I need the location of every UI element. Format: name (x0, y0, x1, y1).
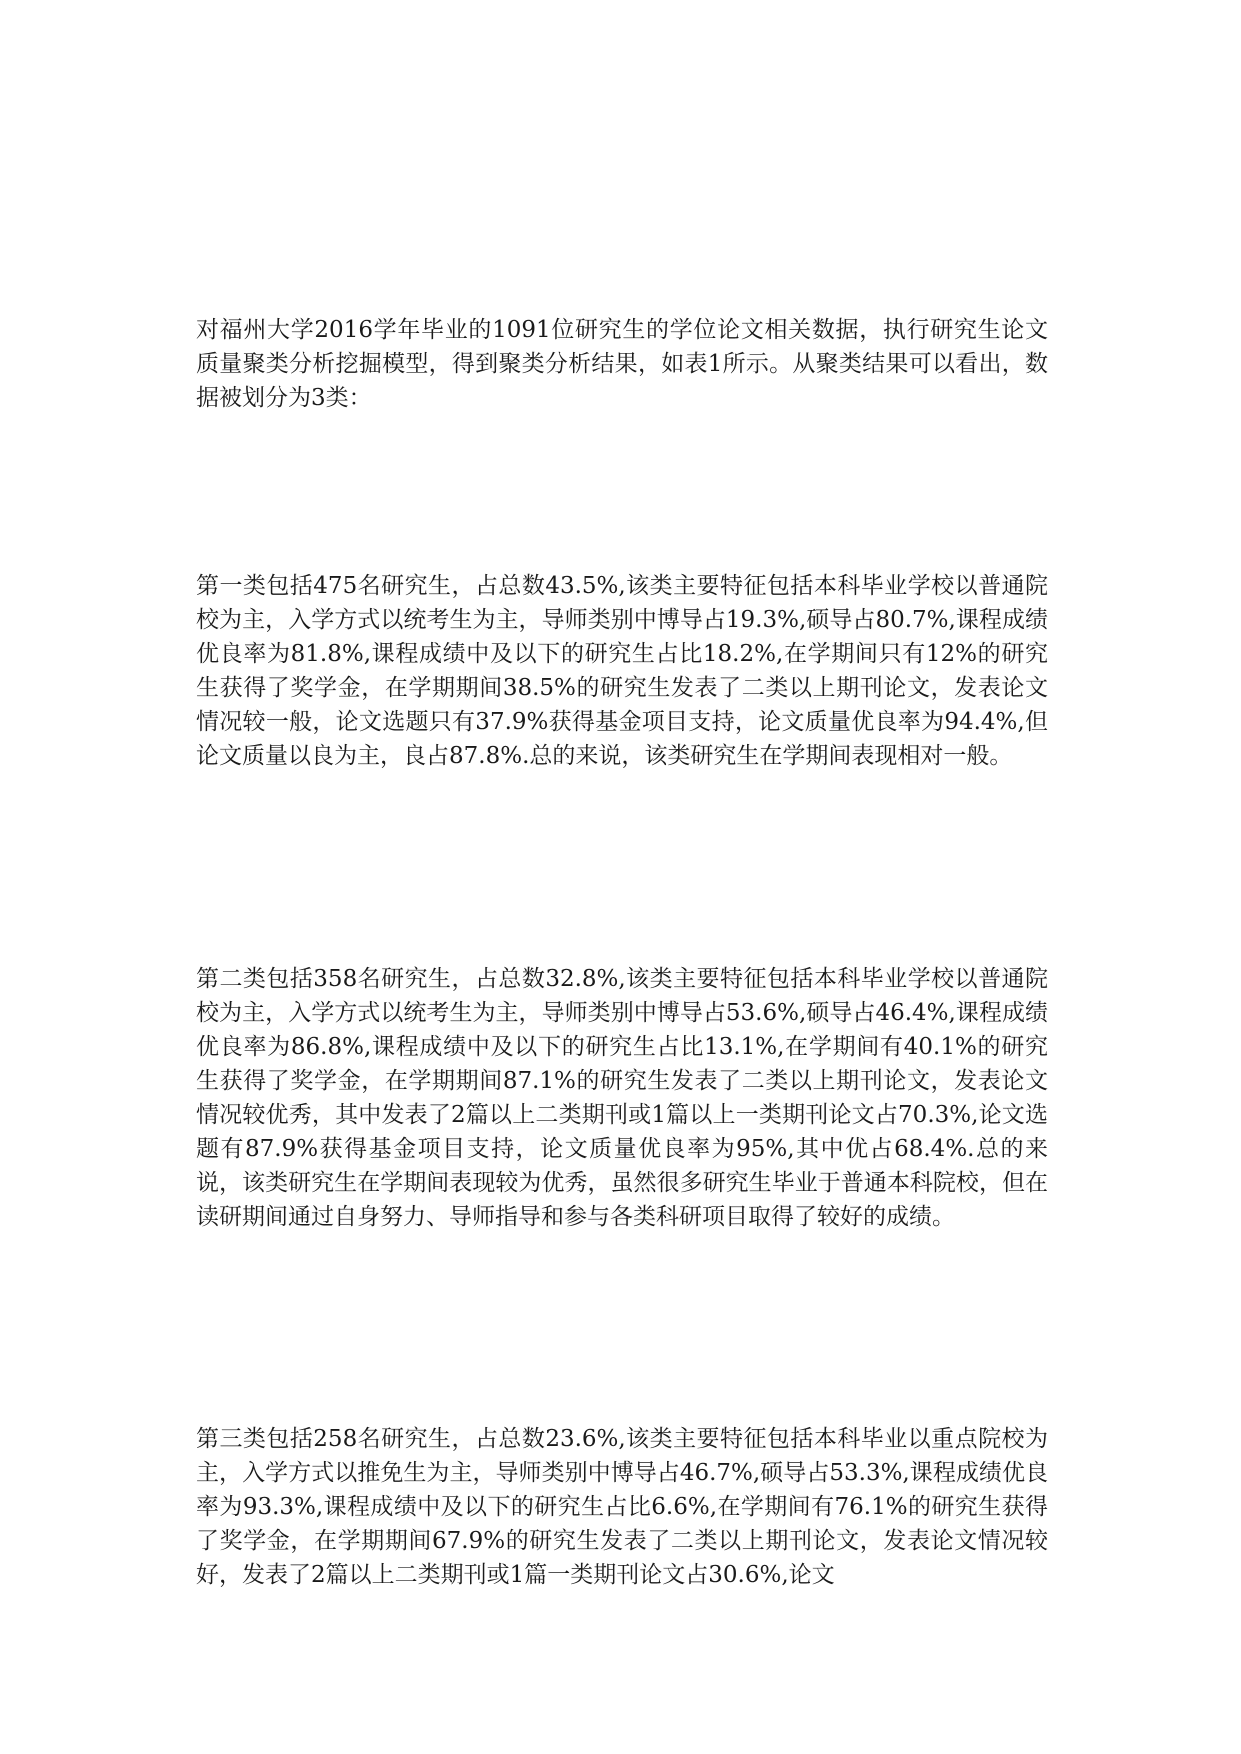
class-three-paragraph: 第三类包括258名研究生，占总数23.6%,该类主要特征包括本科毕业以重点院校为主，入学方式以推免生为主，导师类别中博导占46.7%,硕导占53.3%,课程成绩优良率为93.3%,课程成绩中及以下的研究生占比6.6%,在学期间有76.1%的研究生获得了奖学金，在学期期间67.9%的研究生发表了二类以上期刊论文，发表论文情况较好，发表了2篇以上二类期刊或1篇一类期刊论文占30.6%,论文 (196, 1426, 1048, 1588)
class-two-paragraph: 第二类包括358名研究生，占总数32.8%,该类主要特征包括本科毕业学校以普通院校为主，入学方式以统考生为主，导师类别中博导占53.6%,硕导占46.4%,课程成绩优良率为86.8%,课程成绩中及以下的研究生占比13.1%,在学期间有40.1%的研究生获得了奖学金，在学期期间87.1%的研究生发表了二类以上期刊论文，发表论文情况较优秀，其中发表了2篇以上二类期刊或1篇以上一类期刊论文占70.3%,论文选题有87.9%获得基金项目支持，论文质量优良率为95%,其中优占68.4%.总的来说，该类研究生在学期间表现较为优秀，虽然很多研究生毕业于普通本科院校，但在读研期间通过自身努力、导师指导和参与各类科研项目取得了较好的成绩。 (196, 966, 1048, 1230)
class-one-paragraph: 第一类包括475名研究生，占总数43.5%,该类主要特征包括本科毕业学校以普通院校为主，入学方式以统考生为主，导师类别中博导占19.3%,硕导占80.7%,课程成绩优良率为81.8%,课程成绩中及以下的研究生占比18.2%,在学期间只有12%的研究生获得了奖学金，在学期期间38.5%的研究生发表了二类以上期刊论文，发表论文情况较一般，论文选题只有37.9%获得基金项目支持，论文质量优良率为94.4%,但论文质量以良为主，良占87.8%.总的来说，该类研究生在学期间表现相对一般。 (196, 573, 1048, 769)
intro-paragraph: 对福州大学2016学年毕业的1091位研究生的学位论文相关数据，执行研究生论文质量聚类分析挖掘模型，得到聚类分析结果，如表1所示。从聚类结果可以看出，数据被划分为3类： (196, 317, 1048, 411)
